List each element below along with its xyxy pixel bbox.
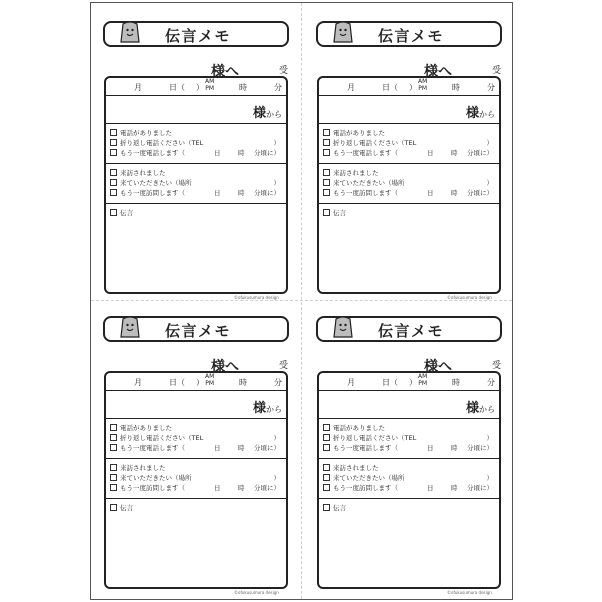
checkbox-icon[interactable] bbox=[110, 189, 117, 196]
recipient-line bbox=[127, 61, 239, 80]
checkbox-icon[interactable] bbox=[323, 504, 330, 511]
day-label: 日（ bbox=[382, 378, 398, 387]
design-credit: ©ofukusumura design bbox=[234, 295, 279, 300]
phone-call-again-option[interactable]: もう一度電話します（ 日 時 分頃に） bbox=[323, 148, 495, 158]
checkbox-icon[interactable] bbox=[110, 179, 117, 186]
hour-label: 時 bbox=[239, 83, 247, 92]
received-label: 受 bbox=[492, 361, 502, 371]
vertical-cut-line bbox=[301, 3, 302, 599]
visit-again-option[interactable]: もう一度訪問します（ 日 時 分頃に） bbox=[110, 483, 282, 493]
caller-suffix bbox=[466, 102, 495, 121]
recipient-line bbox=[340, 356, 452, 375]
checkbox-icon[interactable] bbox=[323, 169, 330, 176]
recipient-suffix: 様へ bbox=[211, 359, 239, 375]
datetime-row bbox=[106, 78, 286, 96]
caller-suffix bbox=[253, 397, 282, 416]
checkbox-icon[interactable] bbox=[323, 149, 330, 156]
message-memo-card bbox=[103, 13, 293, 301]
message-option[interactable]: 伝言 bbox=[110, 208, 282, 218]
minute-label: 分 bbox=[487, 83, 495, 92]
visit-again-option[interactable]: もう一度訪問します（ 日 時 分頃に） bbox=[110, 188, 282, 198]
caller-suffix-small: から bbox=[266, 405, 282, 414]
caller-suffix bbox=[253, 102, 282, 121]
weekday-close: ） bbox=[196, 83, 204, 92]
datetime-row bbox=[106, 373, 286, 391]
checkbox-icon[interactable] bbox=[110, 209, 117, 216]
month-label: 月 bbox=[347, 378, 355, 387]
checkbox-icon[interactable] bbox=[323, 474, 330, 481]
design-credit: ©ofukusumura design bbox=[234, 590, 279, 595]
phone-callback-option[interactable]: 折り返し電話ください（TEL ） bbox=[110, 433, 282, 443]
visit-section bbox=[106, 164, 286, 204]
checkbox-icon[interactable] bbox=[323, 189, 330, 196]
checkbox-icon[interactable] bbox=[110, 139, 117, 146]
phone-callback-option[interactable]: 折り返し電話ください（TEL ） bbox=[323, 138, 495, 148]
memo-title: 伝言メモ bbox=[165, 27, 232, 45]
visit-visited-option[interactable]: 来訪されました bbox=[323, 463, 495, 473]
memo-body-box bbox=[104, 76, 288, 294]
am-label: AM bbox=[205, 78, 215, 85]
phone-callback-option[interactable]: 折り返し電話ください（TEL ） bbox=[323, 433, 495, 443]
phone-called-option[interactable]: 電話がありました bbox=[110, 423, 282, 433]
memo-body-box bbox=[104, 371, 288, 589]
month-label: 月 bbox=[347, 83, 355, 92]
checkbox-icon[interactable] bbox=[110, 434, 117, 441]
am-pm-selector[interactable] bbox=[205, 78, 214, 92]
mascot-icon bbox=[119, 20, 141, 44]
visit-come-option[interactable]: 来ていただきたい（場所 ） bbox=[323, 178, 495, 188]
month-label: 月 bbox=[134, 378, 142, 387]
visit-section bbox=[319, 459, 499, 499]
pm-label: PM bbox=[205, 380, 215, 387]
day-label: 日（ bbox=[169, 378, 185, 387]
checkbox-icon[interactable] bbox=[323, 209, 330, 216]
caller-suffix-main: 様 bbox=[252, 106, 266, 121]
memo-title: 伝言メモ bbox=[378, 27, 445, 45]
hour-label: 時 bbox=[239, 378, 247, 387]
am-pm-selector[interactable] bbox=[205, 373, 214, 387]
datetime-row bbox=[319, 373, 499, 391]
minute-label: 分 bbox=[487, 378, 495, 387]
caller-row bbox=[106, 391, 286, 419]
message-memo-card bbox=[316, 308, 506, 596]
caller-suffix-small: から bbox=[266, 110, 282, 119]
visit-again-option[interactable]: もう一度訪問します（ 日 時 分頃に） bbox=[323, 188, 495, 198]
phone-callback-option[interactable]: 折り返し電話ください（TEL ） bbox=[110, 138, 282, 148]
phone-call-again-option[interactable]: もう一度電話します（ 日 時 分頃に） bbox=[110, 148, 282, 158]
received-label: 受 bbox=[279, 361, 289, 371]
caller-row bbox=[319, 391, 499, 419]
checkbox-icon[interactable] bbox=[110, 444, 117, 451]
message-option[interactable]: 伝言 bbox=[110, 503, 282, 513]
checkbox-icon[interactable] bbox=[110, 464, 117, 471]
mascot-icon bbox=[332, 20, 354, 44]
memo-body-box bbox=[317, 76, 501, 294]
received-label: 受 bbox=[279, 66, 289, 76]
visit-section bbox=[319, 164, 499, 204]
phone-called-option[interactable]: 電話がありました bbox=[110, 128, 282, 138]
month-label: 月 bbox=[134, 83, 142, 92]
checkbox-icon[interactable] bbox=[323, 129, 330, 136]
checkbox-icon[interactable] bbox=[323, 484, 330, 491]
memo-sheet bbox=[90, 2, 513, 600]
weekday-close: ） bbox=[409, 83, 417, 92]
checkbox-icon[interactable] bbox=[323, 139, 330, 146]
checkbox-icon[interactable] bbox=[110, 504, 117, 511]
recipient-line bbox=[340, 61, 452, 80]
memo-title: 伝言メモ bbox=[165, 322, 232, 340]
minute-label: 分 bbox=[274, 378, 282, 387]
am-label: AM bbox=[418, 78, 428, 85]
caller-suffix-small: から bbox=[479, 405, 495, 414]
checkbox-icon[interactable] bbox=[323, 434, 330, 441]
caller-row bbox=[319, 96, 499, 124]
checkbox-icon[interactable] bbox=[110, 169, 117, 176]
design-credit: ©ofukusumura design bbox=[447, 295, 492, 300]
caller-row bbox=[106, 96, 286, 124]
pm-label: PM bbox=[205, 85, 215, 92]
phone-section bbox=[106, 124, 286, 164]
phone-call-again-option[interactable]: もう一度電話します（ 日 時 分頃に） bbox=[110, 443, 282, 453]
phone-called-option[interactable]: 電話がありました bbox=[323, 128, 495, 138]
checkbox-icon[interactable] bbox=[323, 179, 330, 186]
datetime-row bbox=[319, 78, 499, 96]
am-pm-selector[interactable] bbox=[418, 78, 427, 92]
visit-come-option[interactable]: 来ていただきたい（場所 ） bbox=[110, 178, 282, 188]
pm-label: PM bbox=[418, 380, 428, 387]
pm-label: PM bbox=[418, 85, 428, 92]
recipient-suffix: 様へ bbox=[424, 64, 452, 80]
recipient-suffix: 様へ bbox=[211, 64, 239, 80]
received-label: 受 bbox=[492, 66, 502, 76]
weekday-close: ） bbox=[196, 378, 204, 387]
visit-section bbox=[106, 459, 286, 499]
memo-header bbox=[103, 316, 289, 342]
checkbox-icon[interactable] bbox=[110, 484, 117, 491]
visit-come-option[interactable]: 来ていただきたい（場所 ） bbox=[323, 473, 495, 483]
memo-header bbox=[103, 21, 289, 47]
checkbox-icon[interactable] bbox=[110, 474, 117, 481]
day-label: 日（ bbox=[169, 83, 185, 92]
phone-called-option[interactable]: 電話がありました bbox=[323, 423, 495, 433]
recipient-line bbox=[127, 356, 239, 375]
phone-section bbox=[106, 419, 286, 459]
visit-visited-option[interactable]: 来訪されました bbox=[110, 463, 282, 473]
mascot-icon bbox=[119, 315, 141, 339]
design-credit: ©ofukusumura design bbox=[447, 590, 492, 595]
recipient-suffix: 様へ bbox=[424, 359, 452, 375]
visit-come-option[interactable]: 来ていただきたい（場所 ） bbox=[110, 473, 282, 483]
weekday-close: ） bbox=[409, 378, 417, 387]
checkbox-icon[interactable] bbox=[110, 149, 117, 156]
phone-call-again-option[interactable]: もう一度電話します（ 日 時 分頃に） bbox=[323, 443, 495, 453]
phone-section bbox=[319, 419, 499, 459]
message-memo-card bbox=[103, 308, 293, 596]
hour-label: 時 bbox=[452, 378, 460, 387]
visit-visited-option[interactable]: 来訪されました bbox=[110, 168, 282, 178]
checkbox-icon[interactable] bbox=[323, 464, 330, 471]
am-label: AM bbox=[418, 373, 428, 380]
caller-suffix-small: から bbox=[479, 110, 495, 119]
message-memo-card bbox=[316, 13, 506, 301]
memo-header bbox=[316, 21, 502, 47]
message-option[interactable]: 伝言 bbox=[323, 503, 495, 513]
memo-title: 伝言メモ bbox=[378, 322, 445, 340]
checkbox-icon[interactable] bbox=[323, 444, 330, 451]
phone-section bbox=[319, 124, 499, 164]
mascot-icon bbox=[332, 315, 354, 339]
am-label: AM bbox=[205, 373, 215, 380]
checkbox-icon[interactable] bbox=[110, 424, 117, 431]
caller-suffix bbox=[466, 397, 495, 416]
day-label: 日（ bbox=[382, 83, 398, 92]
checkbox-icon[interactable] bbox=[323, 424, 330, 431]
am-pm-selector[interactable] bbox=[418, 373, 427, 387]
visit-again-option[interactable]: もう一度訪問します（ 日 時 分頃に） bbox=[323, 483, 495, 493]
memo-body-box bbox=[317, 371, 501, 589]
checkbox-icon[interactable] bbox=[110, 129, 117, 136]
minute-label: 分 bbox=[274, 83, 282, 92]
hour-label: 時 bbox=[452, 83, 460, 92]
caller-suffix-main: 様 bbox=[252, 401, 266, 416]
memo-header bbox=[316, 316, 502, 342]
message-option[interactable]: 伝言 bbox=[323, 208, 495, 218]
caller-suffix-main: 様 bbox=[465, 106, 479, 121]
caller-suffix-main: 様 bbox=[465, 401, 479, 416]
visit-visited-option[interactable]: 来訪されました bbox=[323, 168, 495, 178]
